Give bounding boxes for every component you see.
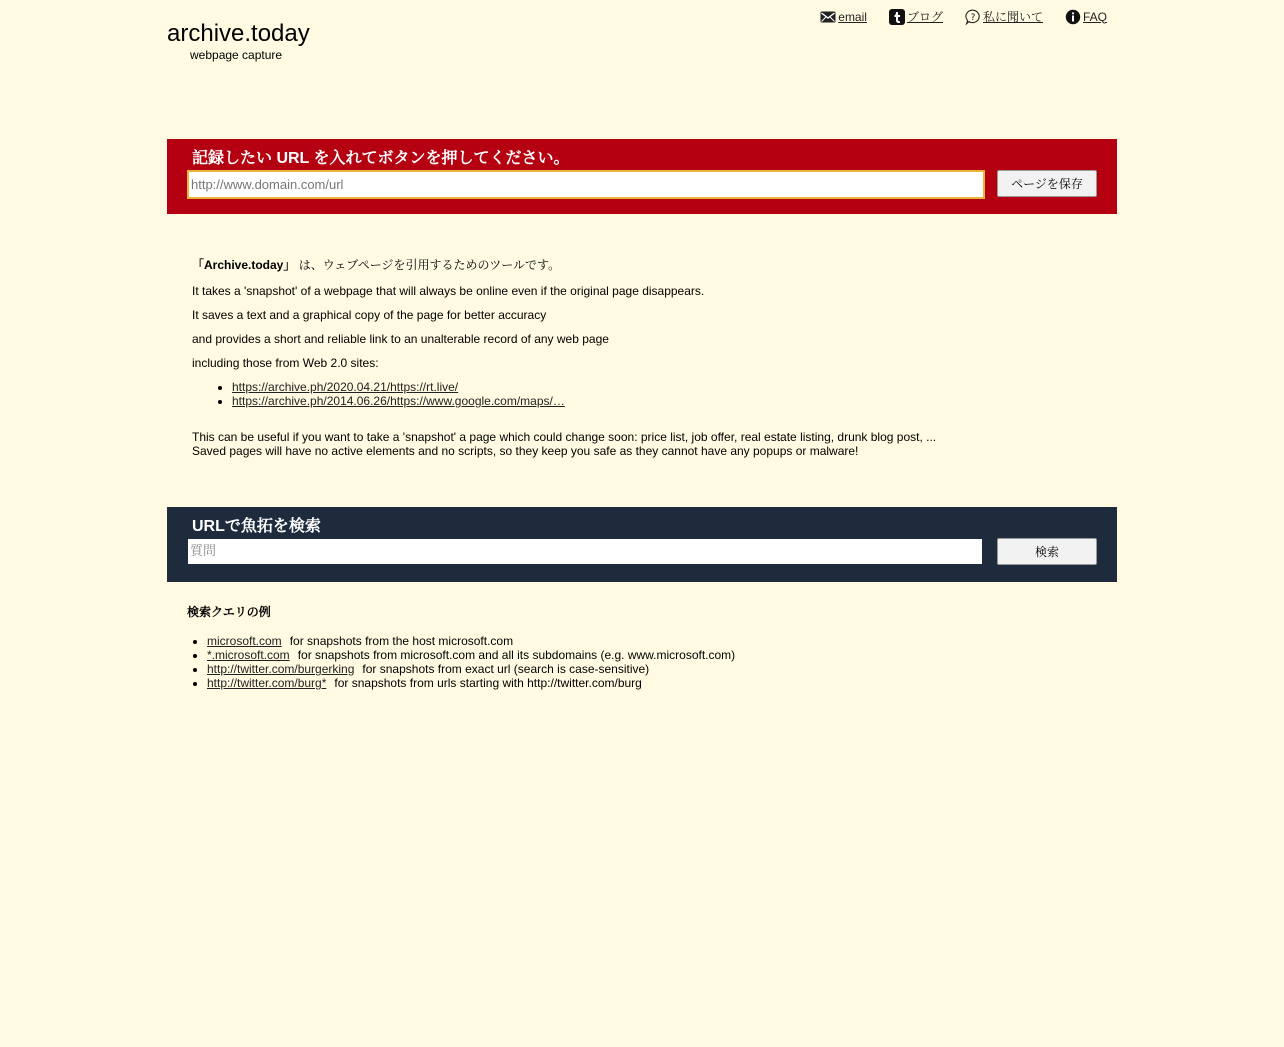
- site-title[interactable]: archive.today: [167, 20, 310, 47]
- search-panel-title: URLで魚拓を検索: [192, 518, 321, 535]
- example-query-link[interactable]: *.microsoft.com: [207, 648, 290, 662]
- site-logo[interactable]: [167, 20, 310, 62]
- intro-rest: は、ウェブページを引用するためのツールです。: [295, 258, 561, 272]
- example-query-desc: for snapshots from exact url (search is case-sensitive): [362, 662, 650, 676]
- intro-name: 「Archive.today」: [192, 258, 296, 272]
- nav-ask-label[interactable]: 私に聞いて: [982, 10, 1043, 24]
- nav-blog-label[interactable]: ブログ: [906, 10, 943, 24]
- example-link[interactable]: https://archive.ph/2020.04.21/https://rt.live/: [232, 380, 459, 394]
- search-input[interactable]: [187, 538, 983, 565]
- search-panel: [167, 507, 1117, 582]
- example-query-link[interactable]: microsoft.com: [207, 634, 282, 648]
- example-query-link[interactable]: http://twitter.com/burg*: [207, 676, 327, 690]
- nav-email[interactable]: [820, 8, 867, 25]
- list-item: [207, 662, 735, 676]
- list-item: [207, 648, 735, 662]
- safety-line: Saved pages will have no active elements and no scripts, so they keep you safe as they cannot have any popups or malware!: [192, 444, 859, 458]
- example-query-desc: for snapshots from urls starting with http://twitter.com/burg: [334, 676, 642, 690]
- list-item: [207, 676, 735, 690]
- example-query-desc: for snapshots from the host microsoft.com: [289, 634, 514, 648]
- nav-faq-label[interactable]: FAQ: [1082, 9, 1107, 24]
- example-query-link[interactable]: http://twitter.com/burgerking: [207, 662, 355, 676]
- tumblr-icon: [889, 9, 905, 25]
- nav-faq[interactable]: [1065, 8, 1107, 25]
- info-icon: [1065, 9, 1081, 25]
- list-item: [232, 380, 1092, 394]
- svg-text:?: ?: [970, 12, 976, 23]
- list-item: [207, 634, 735, 648]
- nav-blog[interactable]: [889, 8, 943, 25]
- example-query-desc: for snapshots from microsoft.com and all its subdomains (e.g. www.microsoft.com): [297, 648, 736, 662]
- examples-list: [187, 634, 735, 690]
- list-item: [232, 394, 1092, 408]
- save-panel-title: 記録したい URL を入れてボタンを押してください。: [192, 150, 570, 167]
- search-button[interactable]: 検索: [997, 538, 1097, 565]
- description-line: and provides a short and reliable link to an unalterable record of any web page: [192, 332, 609, 346]
- save-page-button[interactable]: ページを保存: [997, 170, 1097, 197]
- description-section: [192, 258, 1092, 458]
- intro-text: [192, 258, 1092, 272]
- top-nav: [820, 8, 1107, 25]
- usefulness-line: This can be useful if you want to take a 'snapshot' a page which could change soon: price list, job offer, real estate listing, drunk blog post, ...: [192, 430, 937, 444]
- save-panel: [167, 139, 1117, 214]
- example-link[interactable]: https://archive.ph/2014.06.26/https://www.google.com/maps/…: [232, 394, 565, 408]
- nav-email-label[interactable]: email: [838, 9, 867, 24]
- examples-title: 検索クエリの例: [187, 605, 271, 619]
- usefulness-note: [192, 430, 1092, 458]
- description-line: including those from Web 2.0 sites:: [192, 356, 379, 370]
- example-links-list: [192, 380, 1092, 408]
- url-input[interactable]: [187, 170, 985, 199]
- nav-ask[interactable]: [965, 8, 1043, 25]
- question-icon: [965, 9, 981, 25]
- email-icon: [820, 9, 836, 25]
- description-line: It takes a 'snapshot' of a webpage that will always be online even if the original page disappears.: [192, 284, 705, 298]
- description-line: It saves a text and a graphical copy of the page for better accuracy: [192, 308, 547, 322]
- search-examples: [187, 603, 735, 690]
- site-subtitle: webpage capture: [190, 48, 283, 62]
